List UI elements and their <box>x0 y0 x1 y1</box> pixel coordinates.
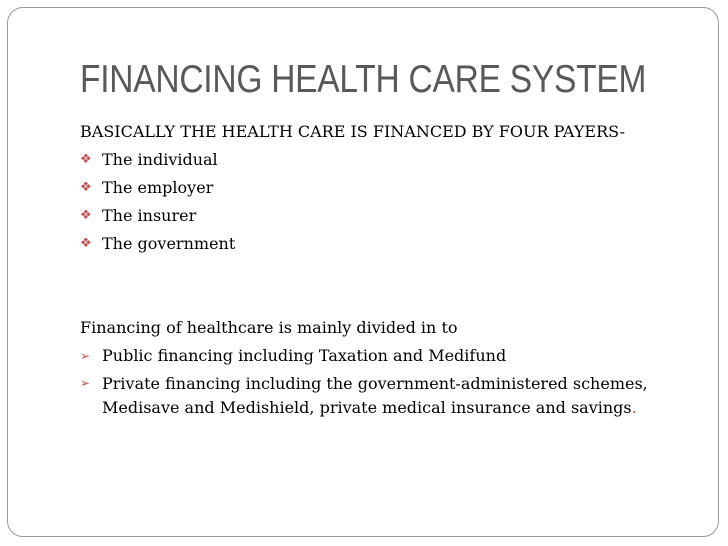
payer-label: The insurer <box>102 206 197 225</box>
financing-label-line-2: Medisave and Medishield, private medical insurance and savings <box>102 398 632 417</box>
slide-title: FINANCING HEALTH CARE SYSTEM <box>80 58 647 101</box>
financing-item-public <box>80 342 700 370</box>
financing-label: Public financing including Taxation and Medifund <box>102 346 507 365</box>
payers-intro: BASICALLY THE HEALTH CARE IS FINANCED BY FOUR PAYERS- <box>80 122 626 141</box>
payer-item-government <box>80 230 700 258</box>
arrow-bullet-icon: ➢ <box>80 349 91 363</box>
payer-item-insurer <box>80 202 700 230</box>
slide-body <box>80 118 700 420</box>
payer-label: The government <box>102 234 236 253</box>
diamond-bullet-icon: ❖ <box>80 152 92 167</box>
diamond-bullet-icon: ❖ <box>80 180 92 195</box>
payer-label: The employer <box>102 178 214 197</box>
payer-item-individual <box>80 146 700 174</box>
payer-item-employer <box>80 174 700 202</box>
financing-item-private <box>80 370 700 420</box>
spacer <box>80 258 700 314</box>
arrow-bullet-icon: ➢ <box>80 376 91 390</box>
trailing-period: . <box>631 398 637 417</box>
diamond-bullet-icon: ❖ <box>80 236 92 251</box>
financing-label-line-1: Private financing including the government-administered schemes, <box>102 374 648 393</box>
payer-label: The individual <box>102 150 218 169</box>
financing-intro: Financing of healthcare is mainly divided in to <box>80 318 458 337</box>
financing-label <box>102 370 648 420</box>
diamond-bullet-icon: ❖ <box>80 208 92 223</box>
